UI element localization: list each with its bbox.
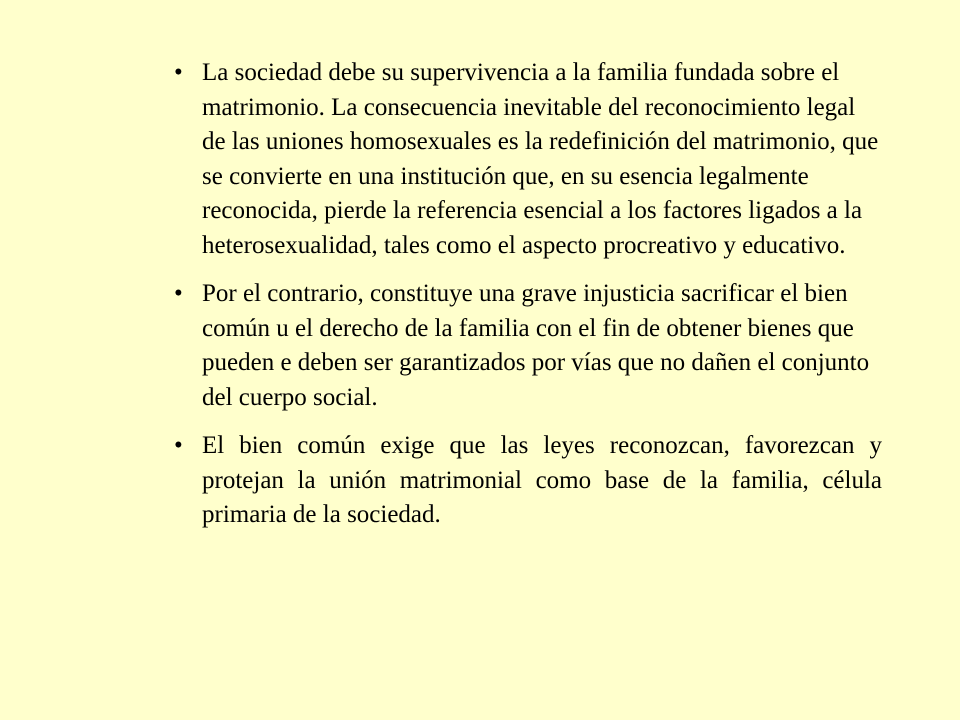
bullet-icon: •	[174, 280, 183, 307]
bullet-item	[174, 429, 882, 533]
bullet-list	[174, 56, 882, 533]
bullet-text: Por el contrario, constituye una grave injusticia sacrificar el bien común u el derecho de la familia con el fin de obtener bienes que pueden e deben ser garantizados por vías que no dañen el conjunto del cuerpo social.	[202, 280, 870, 411]
bullet-text: El bien común exige que las leyes reconozcan, favorezcan y protejan la unión matrimonial como base de la familia, célula primaria de la sociedad.	[202, 432, 882, 528]
bullet-item	[174, 56, 882, 263]
bullet-text: La sociedad debe su supervivencia a la familia fundada sobre el matrimonio. La consecuencia inevitable del reconocimiento legal de las uniones homosexuales es la redefinición del matrimonio, que se convierte en una institución que, en su esencia legalmente reconocida, pierde la referencia esencial a los factores ligados a la heterosexualidad, tales como el aspecto procreativo y educativo.	[202, 59, 879, 259]
bullet-icon: •	[174, 432, 183, 459]
bullet-item	[174, 277, 882, 415]
bullet-icon: •	[174, 59, 183, 86]
